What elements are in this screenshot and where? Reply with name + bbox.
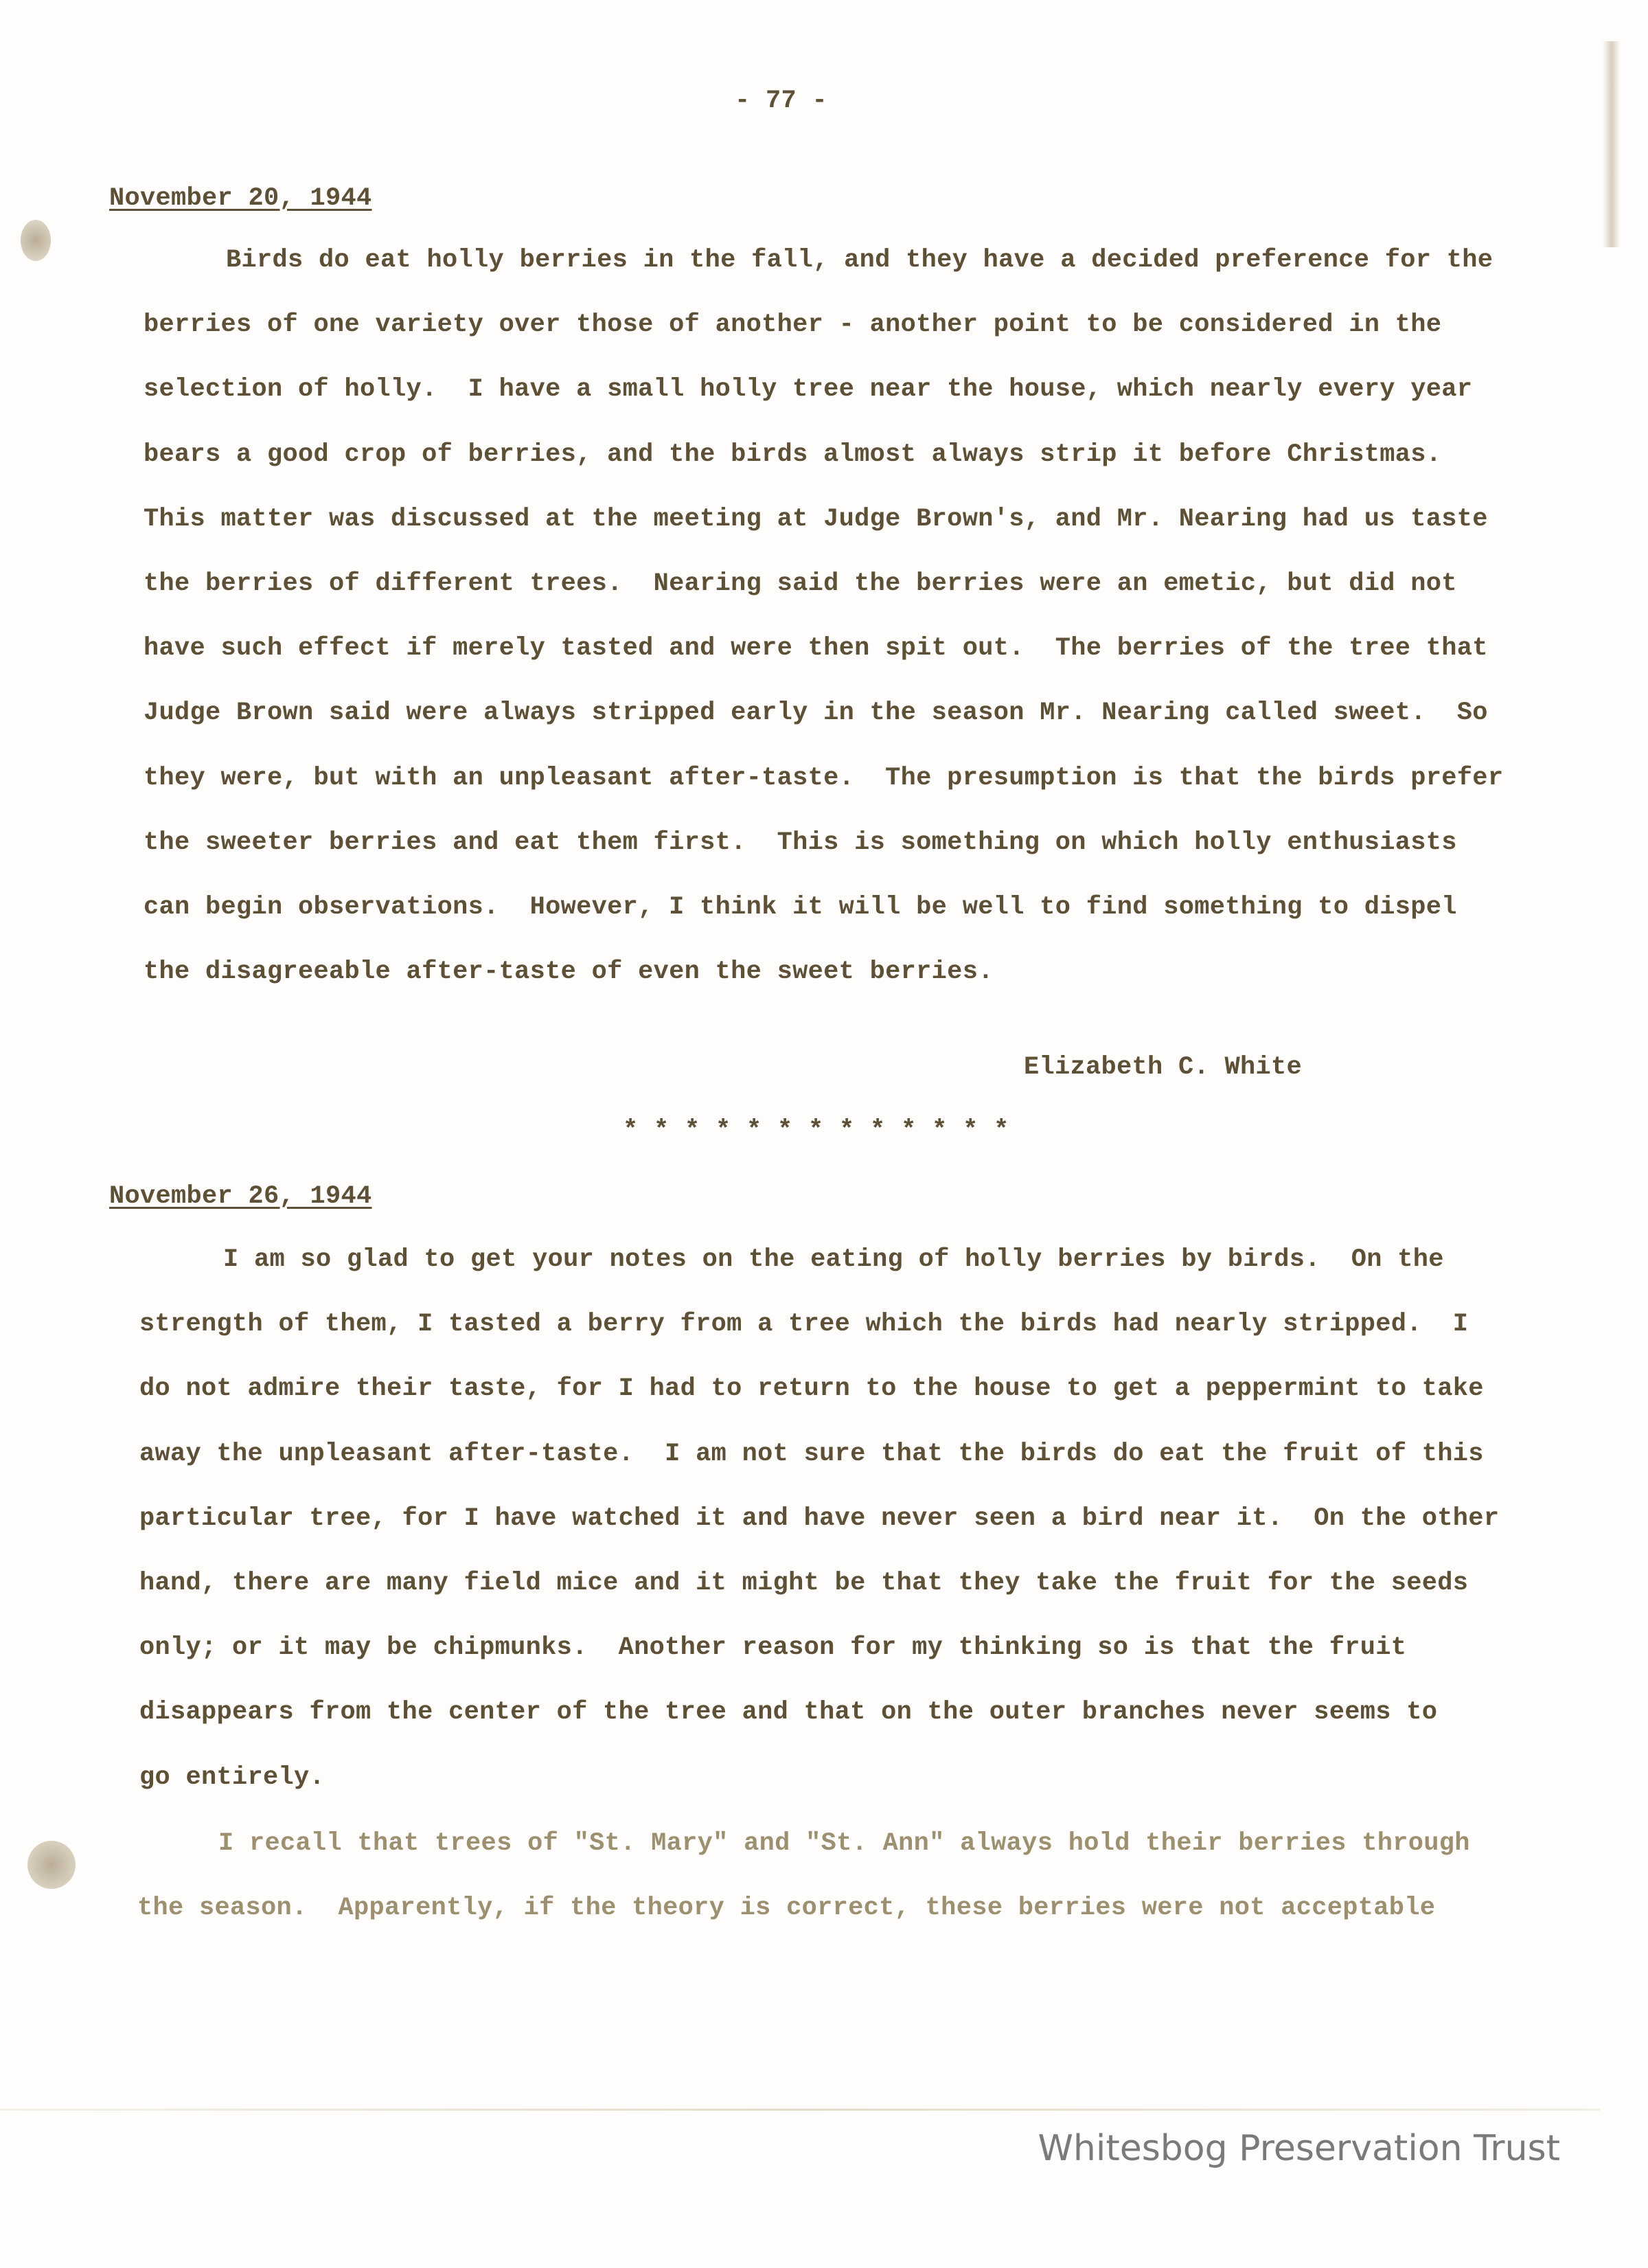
hole-punch-top — [21, 220, 51, 261]
text-line: selection of holly. I have a small holly tree near the house, which nearly every year — [144, 375, 1473, 405]
text-line: I recall that trees of "St. Mary" and "St. Ann" always hold their berries through — [218, 1829, 1470, 1858]
text-line: This matter was discussed at the meeting at Judge Brown's, and Mr. Nearing had us taste — [144, 504, 1488, 534]
text-line: do not admire their taste, for I had to return to the house to get a peppermint to take — [139, 1374, 1484, 1404]
entry-date-2: November 26, 1944 — [109, 1182, 372, 1211]
text-line: only; or it may be chipmunks. Another reason for my thinking so is that the fruit — [139, 1633, 1407, 1663]
text-line: they were, but with an unpleasant after-taste. The presumption is that the birds prefer — [144, 763, 1504, 793]
footer-credit: Whitesbog Preservation Trust — [1038, 2128, 1560, 2169]
text-line: can begin observations. However, I think it will be well to find something to dispel — [144, 893, 1457, 922]
text-line: Judge Brown said were always stripped early in the season Mr. Nearing called sweet. So — [144, 699, 1488, 728]
entry-date-1: November 20, 1944 — [109, 184, 372, 213]
signature: Elizabeth C. White — [1024, 1053, 1303, 1082]
text-line: bears a good crop of berries, and the birds almost always strip it before Christmas. — [144, 440, 1442, 469]
text-line: away the unpleasant after-taste. I am not sure that the birds do eat the fruit of this — [139, 1439, 1484, 1468]
text-line: particular tree, for I have watched it and have never seen a bird near it. On the other — [139, 1504, 1500, 1533]
footer-divider — [0, 2109, 1600, 2111]
text-line: I am so glad to get your notes on the eating of holly berries by birds. On the — [223, 1245, 1444, 1274]
text-line: the berries of different trees. Nearing said the berries were an emetic, but did not — [144, 569, 1457, 598]
text-line: the sweeter berries and eat them first. This is something on which holly enthusiasts — [144, 828, 1457, 857]
hole-punch-bottom — [27, 1841, 76, 1889]
page-number: - 77 - — [735, 87, 828, 115]
text-line: disappears from the center of the tree and that on the outer branches never seems to — [139, 1698, 1438, 1727]
text-line: berries of one variety over those of another - another point to be considered in the — [144, 310, 1442, 340]
text-line: go entirely. — [139, 1762, 325, 1792]
text-line: hand, there are many field mice and it might be that they take the fruit for the seeds — [139, 1569, 1469, 1598]
separator-stars: * * * * * * * * * * * * * — [623, 1116, 1009, 1145]
text-line: the disagreeable after-taste of even the sweet berries. — [144, 957, 994, 987]
text-line: strength of them, I tasted a berry from a tree which the birds had nearly stripped. I — [139, 1310, 1469, 1339]
text-line: have such effect if merely tasted and were then spit out. The berries of the tree that — [144, 634, 1488, 664]
scanned-page-edge — [1603, 41, 1621, 247]
text-line: the season. Apparently, if the theory is correct, these berries were not acceptable — [137, 1894, 1436, 1923]
text-line: Birds do eat holly berries in the fall, and they have a decided preference for the — [226, 246, 1494, 275]
